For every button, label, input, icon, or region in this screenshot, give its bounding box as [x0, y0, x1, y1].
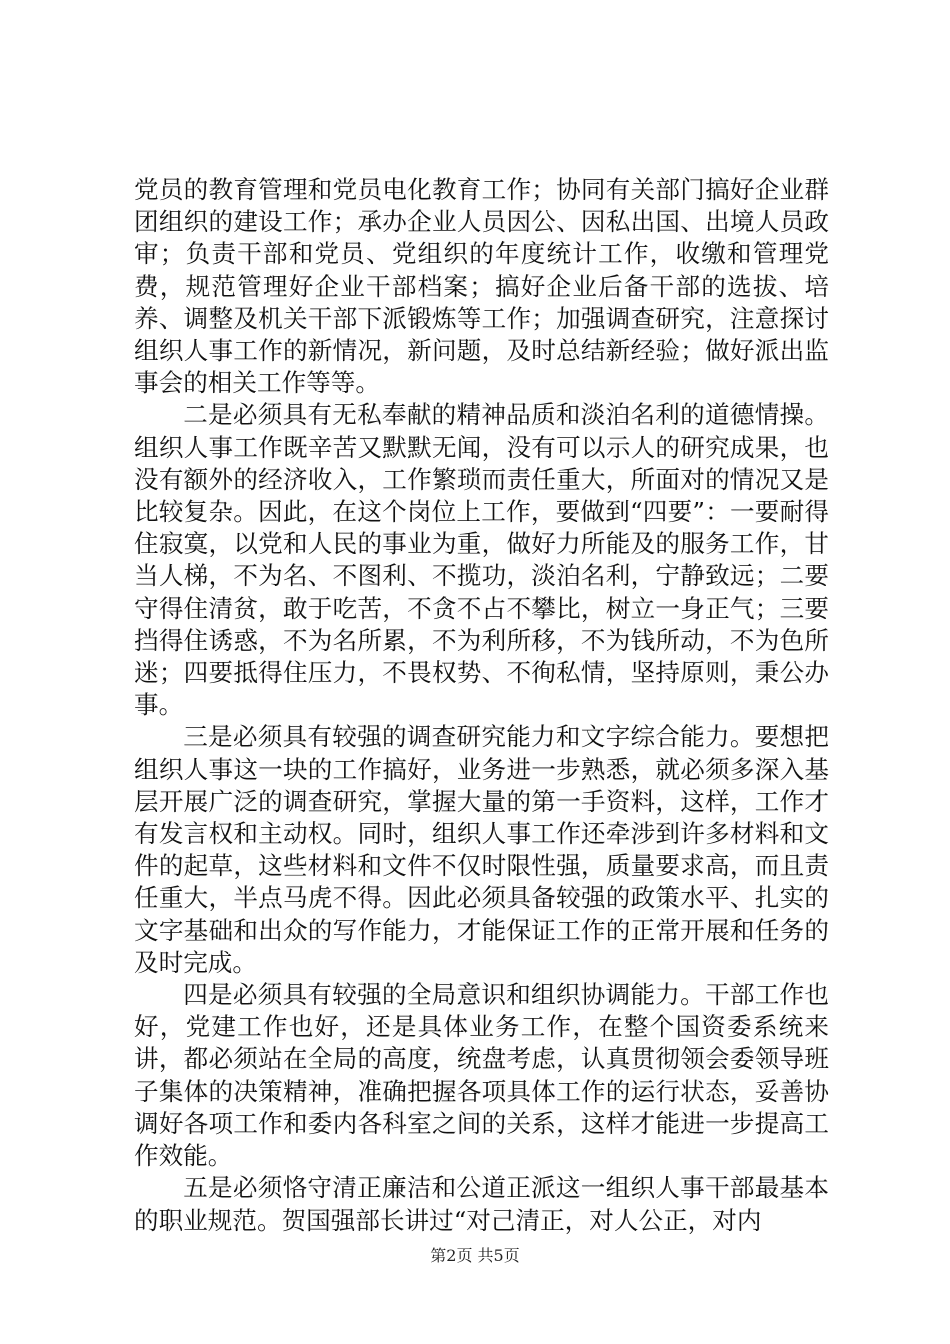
paragraph-1: 党员的教育管理和党员电化教育工作；协同有关部门搞好企业群团组织的建设工作；承办企业人员因公、因私出国、出境人员政审；负责干部和党员、党组织的年度统计工作，收缴和管理党费，规范管理好企业干部档案；搞好企业后备干部的选拔、培养、调整及机关干部下派锻炼等工作；加强调查研究，注意探讨组织人事工作的新情况，新问题，及时总结新经验；做好派出监事会的相关工作等等。	[134, 175, 829, 398]
paragraph-2: 二是必须具有无私奉献的精神品质和淡泊名利的道德情操。组织人事工作既辛苦又默默无闻，没有可以示人的研究成果，也没有额外的经济收入，工作繁琐而责任重大，所面对的情况又是比较复杂。因此，在这个岗位上工作，要做到“四要”：一要耐得住寂寞，以党和人民的事业为重，做好力所能及的服务工作，甘当人梯，不为名、不图利、不揽功，淡泊名利，宁静致远；二要守得住清贫，敢于吃苦，不贪不占不攀比，树立一身正气；三要挡得住诱惑，不为名所累，不为利所移，不为钱所动，不为色所迷；四要抵得住压力，不畏权势、不徇私情，坚持原则，秉公办事。	[134, 400, 829, 720]
paragraph-4: 四是必须具有较强的全局意识和组织协调能力。干部工作也好，党建工作也好，还是具体业务工作，在整个国资委系统来讲，都必须站在全局的高度，统盘考虑，认真贯彻领会委领导班子集体的决策精神，准确把握各项具体工作的运行状态，妥善协调好各项工作和委内各科室之间的关系，这样才能进一步提高工作效能。	[134, 980, 829, 1171]
document-body	[134, 174, 829, 1237]
paragraph-3: 三是必须具有较强的调查研究能力和文字综合能力。要想把组织人事这一块的工作搞好，业务进一步熟悉，就必须多深入基层开展广泛的调查研究，掌握大量的第一手资料，这样，工作才有发言权和主动权。同时，组织人事工作还牵涉到许多材料和文件的起草，这些材料和文件不仅时限性强，质量要求高，而且责任重大，半点马虎不得。因此必须具备较强的政策水平、扎实的文字基础和出众的写作能力，才能保证工作的正常开展和任务的及时完成。	[134, 722, 829, 977]
page-footer	[0, 1243, 950, 1266]
paragraph-5: 五是必须恪守清正廉洁和公道正派这一组织人事干部最基本的职业规范。贺国强部长讲过“对己清正，对人公正，对内	[134, 1173, 829, 1235]
page-number-label: 第2页 共5页	[430, 1246, 520, 1265]
